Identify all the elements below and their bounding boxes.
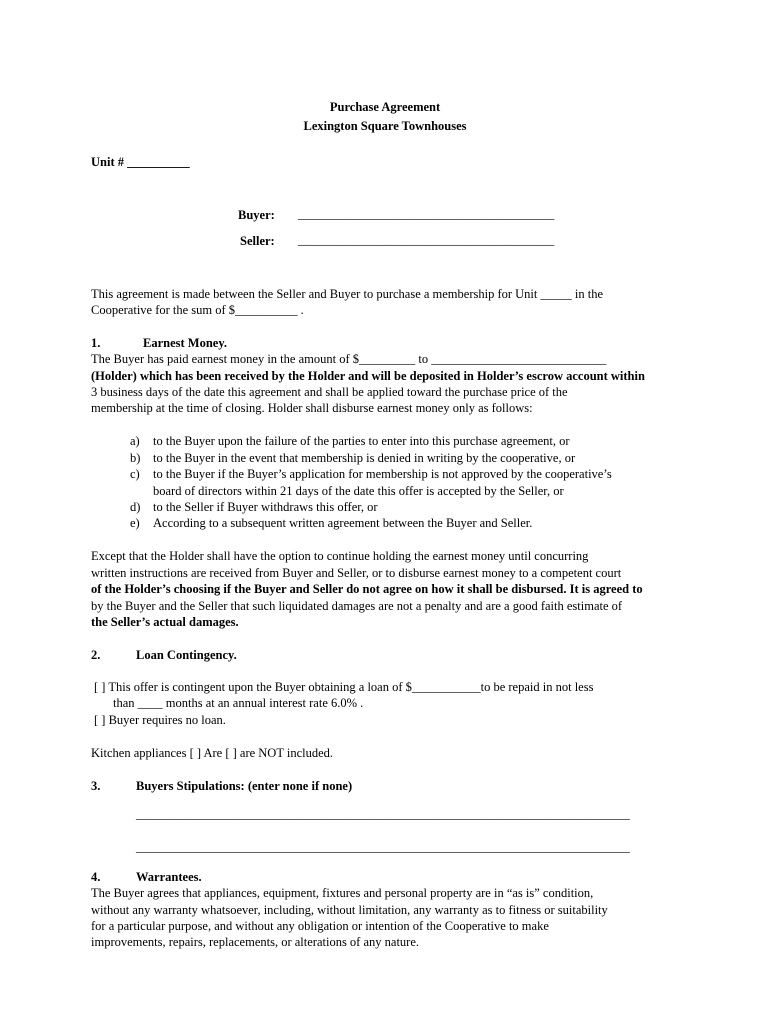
list-marker: c) — [130, 467, 140, 481]
buyer-label: Buyer: — [238, 208, 275, 222]
loan-option-line: than ____ months at an annual interest rate 6.0% . — [113, 696, 364, 710]
section-3-heading — [91, 778, 352, 794]
paragraph-line: The Buyer agrees that appliances, equipment, fixtures and personal property are in “as is” condition, — [91, 886, 594, 900]
page-title: Purchase Agreement — [329, 100, 441, 114]
list-marker: a) — [130, 434, 140, 448]
paragraph-line: Except that the Holder shall have the option to continue holding the earnest money until concurring — [91, 549, 589, 563]
seller-signature-line: _________________________________________ — [298, 233, 555, 247]
intro-line: Cooperative for the sum of $__________ . — [91, 303, 304, 317]
section-title: Buyers Stipulations: (enter none if none) — [136, 779, 353, 793]
paragraph-line: the Seller’s actual damages. — [91, 615, 239, 629]
list-item: board of directors within 21 days of the date this offer is accepted by the Seller, or — [153, 484, 564, 498]
list-item: According to a subsequent written agreement between the Buyer and Seller. — [153, 516, 533, 530]
paragraph-line: without any warranty whatsoever, including, without limitation, any warranty as to fitness or suitability — [91, 903, 608, 917]
paragraph-line: written instructions are received from Buyer and Seller, or to disburse earnest money to a competent court — [91, 566, 622, 580]
paragraph-line: (Holder) which has been received by the Holder and will be deposited in Holder’s escrow account within — [91, 369, 645, 383]
section-number: 2. — [91, 648, 101, 662]
section-1-heading — [91, 335, 227, 351]
unit-field: Unit # __________ — [91, 155, 190, 169]
seller-label: Seller: — [240, 234, 275, 248]
section-2-heading — [91, 647, 237, 663]
list-item: to the Buyer in the event that membership is denied in writing by the cooperative, or — [153, 451, 576, 465]
intro-line: This agreement is made between the Seller and Buyer to purchase a membership for Unit _____ in the — [91, 287, 603, 301]
list-item: to the Buyer upon the failure of the parties to enter into this purchase agreement, or — [153, 434, 570, 448]
stipulations-blank-line: _______________________________________________________________________________ — [136, 807, 630, 821]
stipulations-blank-line: _______________________________________________________________________________ — [136, 840, 630, 854]
loan-option-line: [ ] Buyer requires no loan. — [94, 713, 226, 727]
paragraph-line: The Buyer has paid earnest money in the amount of $_________ to ____________________________ — [91, 352, 607, 366]
buyer-signature-line: _________________________________________ — [298, 207, 555, 221]
section-number: 1. — [91, 336, 101, 350]
section-title: Warrantees. — [136, 870, 202, 884]
section-number: 3. — [91, 779, 101, 793]
section-title: Earnest Money. — [143, 336, 228, 350]
section-4-heading — [91, 869, 202, 885]
list-item: to the Seller if Buyer withdraws this offer, or — [153, 500, 378, 514]
page-subtitle: Lexington Square Townhouses — [303, 119, 467, 133]
list-marker: e) — [130, 516, 140, 530]
paragraph-line: by the Buyer and the Seller that such liquidated damages are not a penalty and are a good faith estimate of — [91, 599, 623, 613]
kitchen-appliances-line: Kitchen appliances [ ] Are [ ] are NOT included. — [91, 746, 334, 760]
paragraph-line: membership at the time of closing. Holder shall disburse earnest money only as follows: — [91, 401, 533, 415]
list-marker: b) — [130, 451, 141, 465]
paragraph-line: for a particular purpose, and without any obligation or intention of the Cooperative to make — [91, 919, 549, 933]
paragraph-line: of the Holder’s choosing if the Buyer and Seller do not agree on how it shall be disbursed. It is agreed to — [91, 582, 643, 596]
section-title: Loan Contingency. — [136, 648, 237, 662]
section-number: 4. — [91, 870, 101, 884]
paragraph-line: 3 business days of the date this agreement and shall be applied toward the purchase price of the — [91, 385, 568, 399]
loan-option-line: [ ] This offer is contingent upon the Buyer obtaining a loan of $___________to be repaid in not less — [94, 680, 594, 694]
list-item: to the Buyer if the Buyer’s application for membership is not approved by the cooperative’s — [153, 467, 612, 481]
list-marker: d) — [130, 500, 141, 514]
paragraph-line: improvements, repairs, replacements, or alterations of any nature. — [91, 935, 420, 949]
